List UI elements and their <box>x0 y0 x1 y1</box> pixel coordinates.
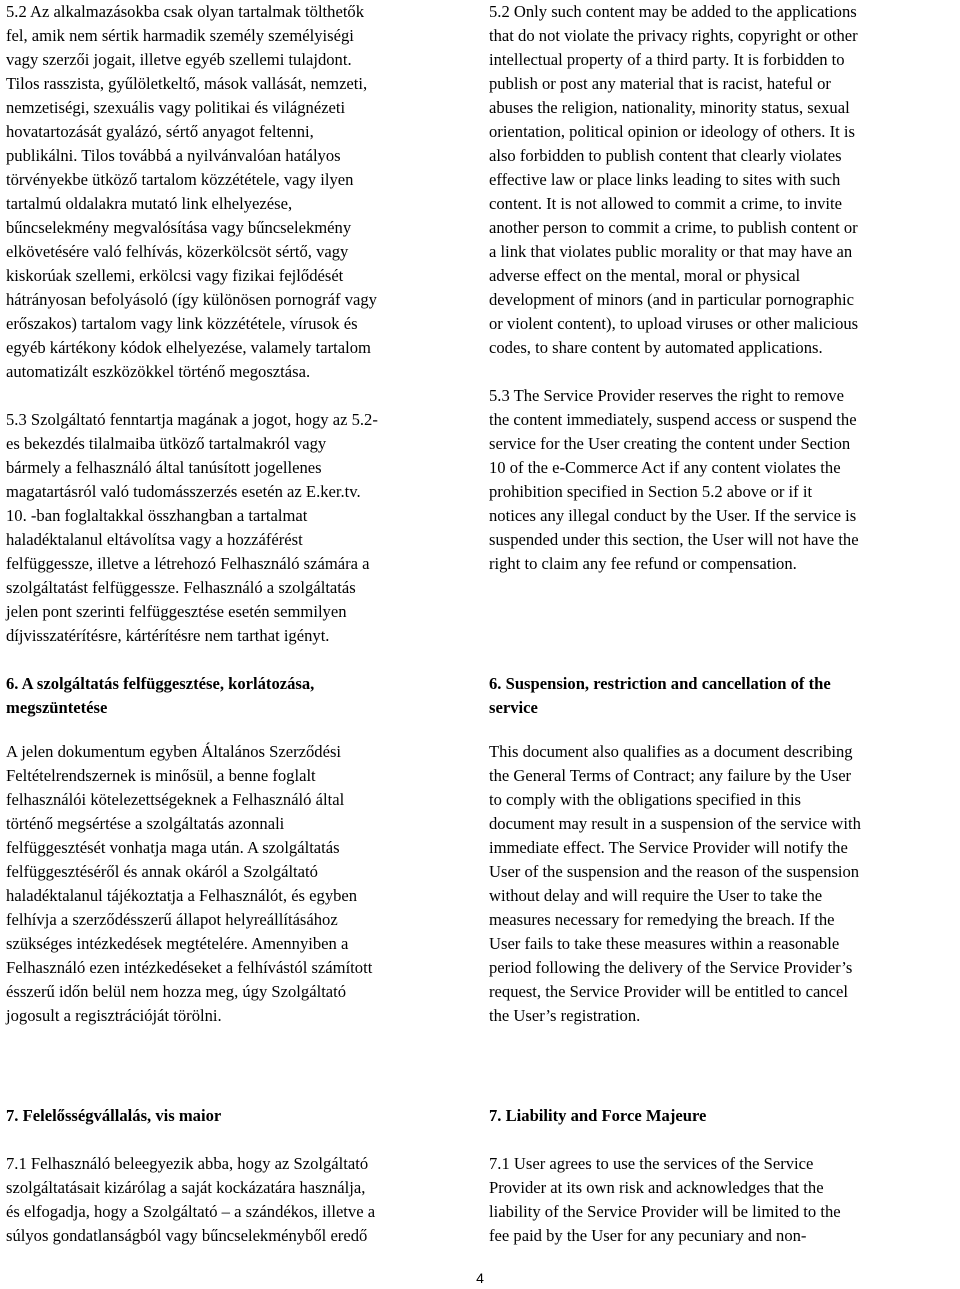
en-section-5-2: 5.2 Only such content may be added to the applications that do not violate the privacy rights, copyright or other intellectual property of a third party. It is forbidden to publish or post any material that is racist, hateful or abuses the religion, nationality, minority status, sexual orientation, political opinion or ideology of others. It is also forbidden to publish content that clearly violates effective law or place links leading to sites with such content. It is not allowed to commit a crime, to invite another person to commit a crime, to publish content or a link that violates public morality or that may have an adverse effect on the mental, moral or physical development of minors (and in particular pornographic or violent content), to upload viruses or other malicious codes, to share content by automated applications. <box>489 2 859 357</box>
en-section-6-text: This document also qualifies as a document describing the General Terms of Contract; any failure by the User to comply with the obligations specified in this document may result in a suspension of the service with immediate effect. The Service Provider will notify the User of the suspension and the reason of the suspension without delay and will require the User to take the measures necessary for remedying the breach. If the User fails to take these measures within a reasonable period following the delivery of the Service Provider’s request, the Service Provider will be entitled to cancel the User’s registration. <box>489 742 861 1025</box>
en-heading-6: 6. Suspension, restriction and cancellation of the service <box>489 674 831 717</box>
hu-heading-7: 7. Felelősségvállalás, vis maior <box>6 1106 222 1125</box>
page-number: 4 <box>476 1270 484 1286</box>
hu-heading-6: 6. A szolgáltatás felfüggesztése, korlátozása, megszüntetése <box>6 674 315 717</box>
en-section-7-1: 7.1 User agrees to use the services of the Service Provider at its own risk and acknowledges that the liability of the Service Provider will be limited to the fee paid by the User for any pecuniary and non- <box>489 1154 841 1245</box>
hu-section-6-text: A jelen dokumentum egyben Általános Szerződési Feltételrendszernek is minősül, a benne foglalt felhasználói kötelezettségeknek a Felhasználó által történő megsértése a szolgáltatás azonnali felfüggesztését vonhatja maga után. A szolgáltatás felfüggesztéséről és annak okáról a Szolgáltató haladéktalanul tájékoztatja a Felhasználót, és egyben felhívja a szerződésszerű állapot helyreállításához szükséges intézkedések megtételére. Amennyiben a Felhasználó ezen intézkedéseket a felhívástól számított ésszerű időn belül nem hozza meg, úgy Szolgáltató jogosult a regisztrációját törölni. <box>6 742 373 1025</box>
hu-section-7-1: 7.1 Felhasználó beleegyezik abba, hogy az Szolgáltató szolgáltatásait kizárólag a saját kockázatára használja, és elfogadja, hogy a Szolgáltató – a szándékos, illetve a súlyos gondatlanságból vagy bűncselekményből eredő <box>6 1154 376 1245</box>
en-section-5-3: 5.3 The Service Provider reserves the right to remove the content immediately, suspend access or suspend the service for the User creating the content under Section 10 of the e-Commerce Act if any content violates the prohibition specified in Section 5.2 above or if it notices any illegal conduct by the User. If the service is suspended under this section, the User will not have the right to claim any fee refund or compensation. <box>489 386 859 573</box>
en-heading-7: 7. Liability and Force Majeure <box>489 1106 707 1125</box>
hu-section-5-2: 5.2 Az alkalmazásokba csak olyan tartalmak tölthetők fel, amik nem sértik harmadik személy személyiségi vagy szerzői jogait, illetve egyéb szellemi tulajdont. Tilos rasszista, gyűlöletkeltő, mások vallását, nemzeti, nemzetiségi, szexuális vagy politikai és világnézeti hovatartozását gyalázó, sértő anyagot feltenni, publikálni. Tilos továbbá a nyilvánvalóan hatályos törvényekbe ütköző tartalom közzététele, vagy ilyen tartalmú oldalakra mutató link elhelyezése, bűncselekmény megvalósítása vagy bűncselekmény elkövetésére való felhívás, közerkölcsöt sértő, vagy kiskorúak szellemi, erkölcsi vagy fizikai fejlődését hátrányosan befolyásoló (így különösen pornográf vagy erőszakos) tartalom vagy link közzététele, vírusok és egyéb kártékony kódok elhelyezése, valamely tartalom automatizált eszközökkel történő megosztása. <box>6 2 377 381</box>
hu-section-5-3: 5.3 Szolgáltató fenntartja magának a jogot, hogy az 5.2- es bekezdés tilalmaiba ütköző tartalmakról vagy bármely a felhasználó által tanúsított jogellenes magatartásról való tudomásszerzés esetén az E.ker.tv. 10. -ban foglaltakkal összhangban a tartalmat haladéktalanul eltávolítsa vagy a hozzáférést felfüggessze, illetve a létrehozó Felhasználó számára a szolgáltatást felfüggessze. Felhasználó a szolgáltatás jelen pont szerinti felfüggesztése esetén semmilyen díjvisszatérítésre, kártérítésre nem tarthat igényt. <box>6 410 378 645</box>
